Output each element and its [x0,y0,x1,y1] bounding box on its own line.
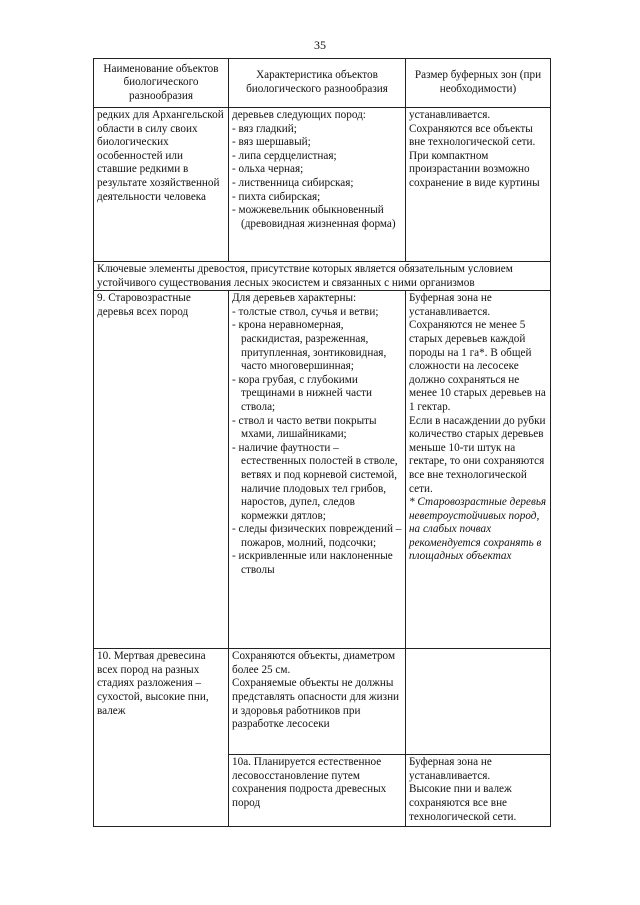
table-row [94,649,551,755]
buffer-text: Сохраняются все объекты вне технологической сети. [409,122,536,149]
row9-buffer [406,291,551,649]
characteristics-intro: Для деревьев характерны: [232,292,357,305]
row9-characteristics [229,291,406,649]
characteristics-text: Сохраняемые объекты не должны представлять опасности для жизни и здоровья работников при разработке лесосеки [232,677,400,731]
row-cont-characteristics [229,108,406,262]
row10-object: 10. Мертвая древесина всех пород на разных стадиях разложения – сухостой, высокие пни, валеж [94,649,229,827]
buffer-text: Если в насаждении до рубки количество старых деревьев меньше 10-ти штук на гектаре, то они сохраняются все вне технологической сети. [409,414,546,495]
row-cont-buffer [406,108,551,262]
row10a-characteristics: 10а. Планируется естественное лесовосстановление путем сохранения подроста древесных пород [229,755,406,827]
table-header-row [94,59,551,108]
list-item: - лиственница сибирская; [232,176,354,189]
list-item: - следы физических повреждений – пожаров, молний, подсочки; [232,523,402,549]
list-item: - вяз гладкий; [232,122,297,135]
buffer-text: Буферная зона не устанавливается. [409,292,492,318]
list-item: - пихта сибирская; [232,190,321,203]
buffer-text: Буферная зона не устанавливается. [409,756,492,782]
list-item: - ствол и часто ветви покрыты мхами, лишайниками; [232,414,377,441]
list-item: - липа сердцелистная; [232,149,337,162]
characteristics-intro: деревьев следующих пород: [232,109,366,121]
features-list [232,306,402,578]
buffer-text: Сохраняются не менее 5 старых деревьев каждой породы на 1 га*. В общей сложности на лесосеке должно сохраняться не менее 10 старых деревьев на 1 гектар. [409,319,546,413]
list-item: - искривленные или наклоненные стволы [232,550,393,577]
buffer-text: Высокие пни и валеж сохраняются все вне технологической сети. [409,783,517,823]
list-item: - толстые ствол, сучья и ветви; [232,305,379,318]
list-item: - наличие фаутности – естественных полостей в стволе, ветвях и под корневой системой, наличие плодовых тел грибов, наростов, дупел, следов кормежки дятлов; [232,441,398,522]
row10a-buffer [406,755,551,827]
header-buffer-size: Размер буферных зон (при необходимости) [406,59,551,108]
list-item: - можжевельник обыкновенный (древовидная жизненная форма) [232,204,396,230]
list-item: - крона неравномерная, раскидистая, разреженная, притупленная, зонтиковидная, часто многовершинная; [232,319,387,373]
page-number: 35 [314,38,326,52]
list-item: - кора грубая, с глубокими трещинами в нижней части ствола; [232,373,372,413]
row9-object: 9. Старовозрастные деревья всех пород [94,291,229,649]
characteristics-text: Сохраняются объекты, диаметром более 25 см. [232,650,396,676]
row10-buffer [406,649,551,755]
list-item: - ольха черная; [232,163,304,176]
section-heading-row [94,262,551,291]
buffer-text: При компактном произрастании возможно сохранение в виде куртины [409,149,540,189]
species-list [232,123,402,232]
buffer-text: устанавливается. [409,109,491,121]
table-row [94,291,551,649]
table-row [94,108,551,262]
header-characteristics: Характеристика объектов биологического разнообразия [229,59,406,108]
header-object-name: Наименование объектов биологического разнообразия [94,59,229,108]
row-cont-object: редких для Архангельской области в силу своих биологических особенностей или ставшие редкими в результате хозяйственной деятельности человека [94,108,229,262]
section-heading: Ключевые элементы древостоя, присутствие которых является обязательным условием устойчивого существования лесных экосистем и связанных с ними организмов [94,262,551,291]
row10-characteristics [229,649,406,755]
biodiversity-table [93,58,551,827]
list-item: - вяз шершавый; [232,136,311,149]
buffer-footnote: * Старовозрастные деревья неветроустойчивых пород, на слабых почвах рекомендуется сохранять в площадных объектах [409,496,547,563]
